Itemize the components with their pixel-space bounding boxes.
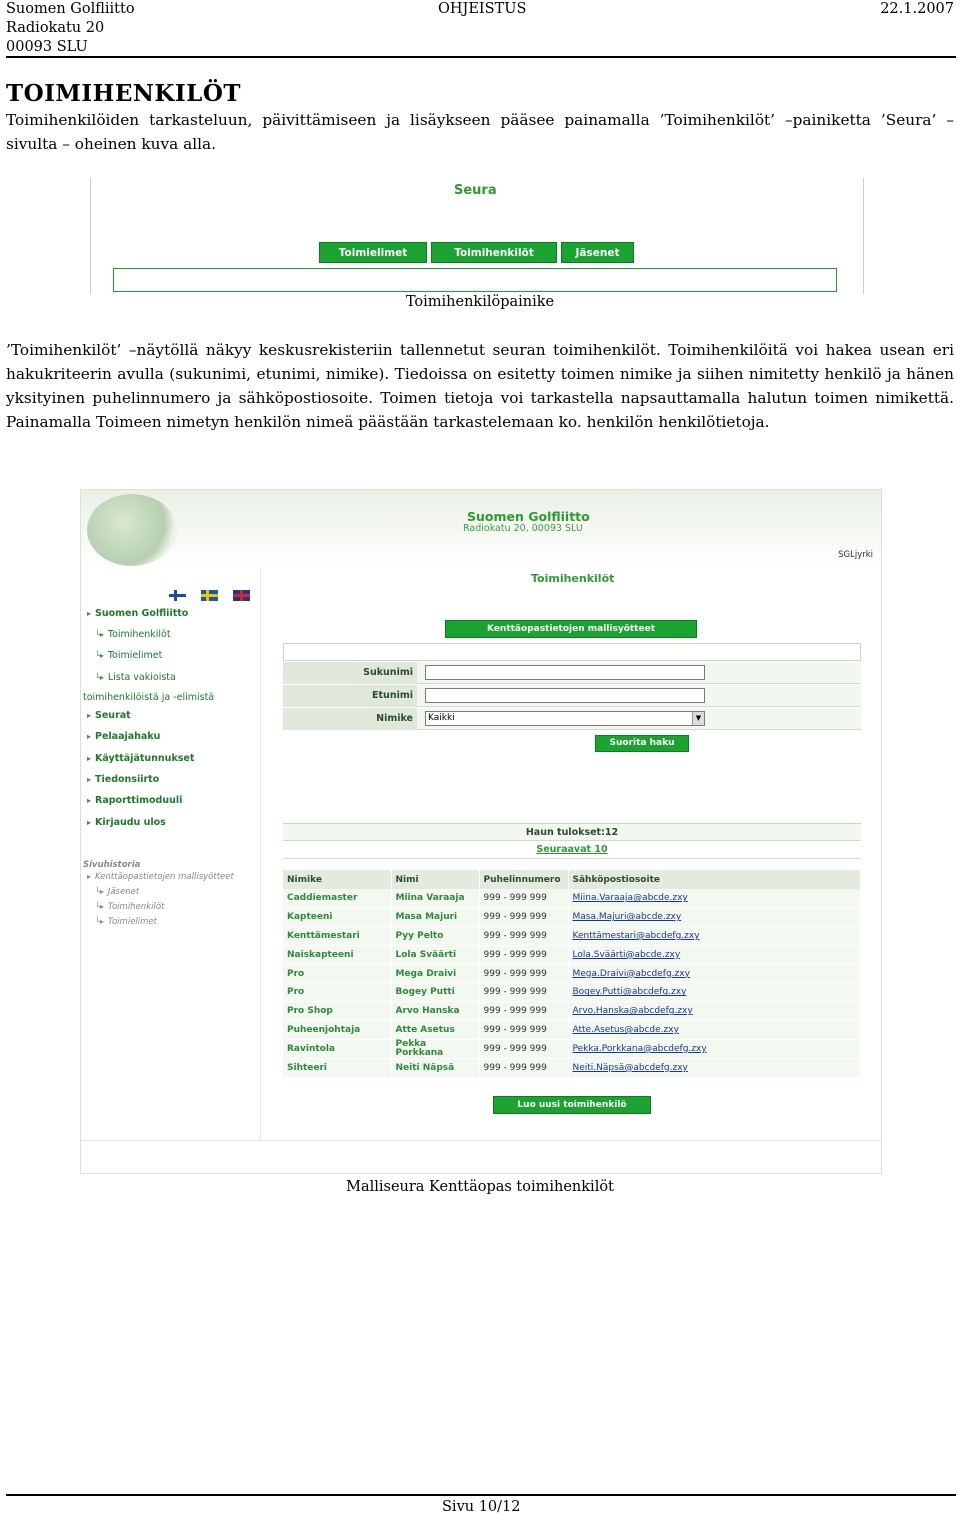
column-header[interactable]: Nimike — [283, 870, 391, 889]
sidebar-item[interactable] — [87, 795, 182, 806]
document-date: 22.1.2007 — [880, 1, 954, 17]
row-title-link[interactable]: Naiskapteeni — [283, 945, 391, 964]
next-results-link[interactable]: Seuraavat 10 — [283, 841, 861, 859]
new-official-button[interactable]: Luo uusi toimihenkilö — [493, 1096, 651, 1114]
row-phone: 999 - 999 999 — [479, 889, 568, 908]
chevron-right-icon: ▸ — [87, 796, 92, 805]
page-footer — [6, 1494, 956, 1515]
caption-screenshot: Malliseura Kenttäopas toimihenkilöt — [346, 1179, 614, 1195]
user-name: SGLjyrki — [838, 550, 873, 560]
row-email-link[interactable]: Bogey.Putti@abcdefg.zxy — [568, 983, 861, 1002]
history-item[interactable] — [95, 887, 139, 897]
intro-paragraph: Toimihenkilöiden tarkasteluun, päivittämiseen ja lisäykseen pääsee painamalla ’Toimihenkilöt’ –painiketta ’Seura’ –sivulta – oheinen kuva alla. — [6, 111, 954, 153]
etunimi-label: Etunimi — [283, 685, 417, 707]
row-phone: 999 - 999 999 — [479, 1002, 568, 1021]
results-count: Haun tulokset:12 — [283, 823, 861, 841]
table-row — [283, 927, 861, 946]
row-email-link[interactable]: Lola.Sväärti@abcde.zxy — [568, 945, 861, 964]
nimike-select[interactable] — [425, 711, 705, 726]
etunimi-input[interactable] — [425, 688, 705, 703]
sidebar-item-label: Suomen Golfliitto — [95, 608, 189, 619]
row-title-link[interactable]: Pro — [283, 964, 391, 983]
sidebar-item-label: Seurat — [95, 710, 131, 721]
corner-arrow-icon: └▸ — [95, 651, 104, 660]
sidebar-item[interactable] — [95, 672, 176, 683]
document-header — [6, 0, 956, 58]
row-email-link[interactable]: Pekka.Porkkana@abcdefg.zxy — [568, 1039, 861, 1058]
row-name-link[interactable]: Pekka Porkkana — [391, 1039, 479, 1058]
table-header-row — [283, 870, 861, 889]
sidebar-item-label: Käyttäjätunnukset — [95, 753, 195, 764]
seura-content-frame — [113, 268, 837, 292]
history-item-label: Toimihenkilöt — [107, 902, 165, 912]
sidebar-item-label: Tiedonsiirto — [95, 774, 160, 785]
row-phone: 999 - 999 999 — [479, 1021, 568, 1040]
sidebar-item[interactable] — [95, 629, 171, 640]
sweden-flag-icon[interactable] — [201, 590, 218, 601]
seura-title: Seura — [454, 183, 497, 198]
sukunimi-label: Sukunimi — [283, 662, 417, 684]
corner-arrow-icon: └▸ — [95, 630, 104, 639]
sidebar-item-label: Raporttimoduuli — [95, 795, 183, 806]
sidebar-item[interactable] — [87, 753, 194, 764]
history-item[interactable] — [95, 917, 157, 927]
jasenet-button[interactable]: Jäsenet — [561, 242, 634, 263]
sidebar-item[interactable] — [87, 710, 131, 721]
table-row — [283, 983, 861, 1002]
row-email-link[interactable]: Atte.Asetus@abcde.zxy — [568, 1021, 861, 1040]
row-phone: 999 - 999 999 — [479, 1039, 568, 1058]
row-name-link[interactable]: Miina Varaaja — [391, 889, 479, 908]
sidebar-item[interactable] — [87, 817, 166, 828]
etunimi-row — [283, 685, 861, 707]
sidebar-item[interactable] — [95, 650, 162, 661]
page-number: Sivu 10/12 — [442, 1499, 521, 1515]
history-item-label: Jäsenet — [107, 887, 140, 897]
row-name-link[interactable]: Neiti Näpsä — [391, 1058, 479, 1077]
chevron-right-icon: ▸ — [87, 818, 92, 827]
table-row — [283, 1058, 861, 1077]
sidebar-item[interactable] — [87, 731, 160, 742]
sender-street: Radiokatu 20 — [6, 20, 105, 36]
row-title-link[interactable]: Caddiemaster — [283, 889, 391, 908]
sidebar-item-label: Toimielimet — [107, 650, 163, 661]
sidebar-item-label: Kirjaudu ulos — [95, 817, 166, 828]
row-email-link[interactable]: Miina.Varaaja@abcde.zxy — [568, 889, 861, 908]
row-phone: 999 - 999 999 — [479, 983, 568, 1002]
club-name: Suomen Golfliitto — [467, 509, 590, 524]
sender-address — [6, 0, 135, 57]
caption-button: Toimihenkilöpainike — [405, 294, 555, 310]
sidebar-item-label: Pelaajahaku — [95, 731, 161, 742]
page-title: TOIMIHENKILÖT — [6, 80, 241, 107]
row-title-link[interactable]: Puheenjohtaja — [283, 1021, 391, 1040]
sidebar-item — [83, 692, 214, 703]
row-email-link[interactable]: Masa.Majuri@abcde.zxy — [568, 908, 861, 927]
history-item-label: Kenttäopastietojen mallisyötteet — [95, 872, 234, 882]
row-email-link[interactable]: Neiti.Näpsä@abcdefg.zxy — [568, 1058, 861, 1077]
row-phone: 999 - 999 999 — [479, 945, 568, 964]
toimielimet-button[interactable]: Toimielimet — [319, 242, 427, 263]
nimike-row — [283, 708, 861, 730]
row-name-link[interactable]: Arvo Hanska — [391, 1002, 479, 1021]
column-header[interactable]: Puhelinnumero — [479, 870, 568, 889]
sidebar-item[interactable] — [87, 608, 188, 619]
toimihenkilot-screenshot — [80, 489, 882, 1174]
chevron-right-icon: ▸ — [87, 775, 92, 784]
column-header[interactable]: Nimi — [391, 870, 479, 889]
row-name-link[interactable]: Bogey Putti — [391, 983, 479, 1002]
section-title: Toimihenkilöt — [531, 572, 615, 585]
history-item[interactable] — [87, 872, 234, 882]
row-name-link[interactable]: Pyy Pelto — [391, 927, 479, 946]
search-button[interactable]: Suorita haku — [595, 735, 689, 752]
corner-arrow-icon: └▸ — [95, 673, 104, 682]
sender-postcode: 00093 SLU — [6, 39, 88, 55]
uk-flag-icon[interactable] — [233, 590, 250, 601]
sample-data-button[interactable]: Kenttäopastietojen mallisyötteet — [445, 620, 697, 638]
column-header[interactable]: Sähköpostiosoite — [568, 870, 861, 889]
corner-arrow-icon: └▸ — [95, 917, 104, 926]
sidebar-item-label: Lista vakioista — [107, 672, 176, 683]
seura-screenshot — [90, 178, 864, 294]
results-table — [283, 870, 861, 1078]
search-row — [283, 731, 861, 759]
row-title-link[interactable]: Sihteeri — [283, 1058, 391, 1077]
row-title-link[interactable]: Kenttämestari — [283, 927, 391, 946]
row-email-link[interactable]: Arvo.Hanska@abcdefg.zxy — [568, 1002, 861, 1021]
corner-arrow-icon: └▸ — [95, 902, 104, 911]
sidebar — [81, 568, 261, 1141]
app-banner — [81, 490, 881, 566]
history-item-label: Toimielimet — [107, 917, 157, 927]
row-email-link[interactable]: Mega.Draivi@abcdefg.zxy — [568, 964, 861, 983]
table-row — [283, 889, 861, 908]
table-row — [283, 908, 861, 927]
row-title-link[interactable]: Kapteeni — [283, 908, 391, 927]
sidebar-item[interactable] — [87, 774, 159, 785]
body-paragraph: ’Toimihenkilöt’ –näytöllä näkyy keskusrekisteriin tallennetut seuran toimihenkilöt. Toimihenkilöitä voi hakea usean eri hakukriteerin avulla (sukunimi, etunimi, nimike). Tiedoissa on esitetty toimen nimike ja siihen nimitetty henkilö ja hänen yksityinen puhelinnumero ja sähköpostiosoite. Toimen tietoja voi tarkastella napsauttamalla halutun toimen nimikettä. Painamalla Toimeen nimetyn henkilön nimeä päästään tarkastelemaan ko. henkilön henkilötietoja. — [6, 341, 954, 431]
sidebar-item-label: Toimihenkilöt — [107, 629, 171, 640]
row-phone: 999 - 999 999 — [479, 908, 568, 927]
chevron-right-icon: ▸ — [87, 711, 92, 720]
club-address: Radiokatu 20, 00093 SLU — [463, 523, 583, 534]
table-row — [283, 1002, 861, 1021]
table-row — [283, 964, 861, 983]
row-name-link[interactable]: Atte Asetus — [391, 1021, 479, 1040]
nimike-label: Nimike — [283, 708, 417, 730]
row-title-link[interactable]: Pro Shop — [283, 1002, 391, 1021]
table-row — [283, 945, 861, 964]
history-title: Sivuhistoria — [83, 860, 141, 870]
corner-arrow-icon: └▸ — [95, 887, 104, 896]
chevron-down-icon[interactable]: ▼ — [692, 712, 704, 725]
row-title-link[interactable]: Ravintola — [283, 1039, 391, 1058]
history-item[interactable] — [95, 902, 164, 912]
golfer-logo-icon — [87, 494, 177, 566]
row-phone: 999 - 999 999 — [479, 927, 568, 946]
document-type: OHJEISTUS — [438, 1, 527, 17]
row-name-link[interactable]: Lola Sväärti — [391, 945, 479, 964]
chevron-right-icon: ▸ — [87, 732, 92, 741]
row-phone: 999 - 999 999 — [479, 1058, 568, 1077]
sender-name: Suomen Golfliitto — [6, 1, 135, 17]
row-name-link[interactable]: Masa Majuri — [391, 908, 479, 927]
table-row — [283, 1039, 861, 1058]
chevron-right-icon: ▸ — [87, 872, 92, 881]
row-email-link[interactable]: Kenttämestari@abcdefg.zxy — [568, 927, 861, 946]
toimihenkilot-button[interactable]: Toimihenkilöt — [431, 242, 557, 263]
form-header-bar — [283, 643, 861, 661]
row-name-link[interactable]: Mega Draivi — [391, 964, 479, 983]
chevron-right-icon: ▸ — [87, 609, 92, 618]
sukunimi-input[interactable] — [425, 665, 705, 680]
row-title-link[interactable]: Pro — [283, 983, 391, 1002]
finland-flag-icon[interactable] — [169, 590, 186, 601]
app-footer-bar — [81, 1140, 881, 1173]
sukunimi-row — [283, 662, 861, 684]
sidebar-item-label: toimihenkilöistä ja -elimistä — [83, 692, 215, 703]
nimike-select-value: Kaikki — [428, 713, 455, 723]
chevron-right-icon: ▸ — [87, 754, 92, 763]
table-row — [283, 1021, 861, 1040]
row-phone: 999 - 999 999 — [479, 964, 568, 983]
